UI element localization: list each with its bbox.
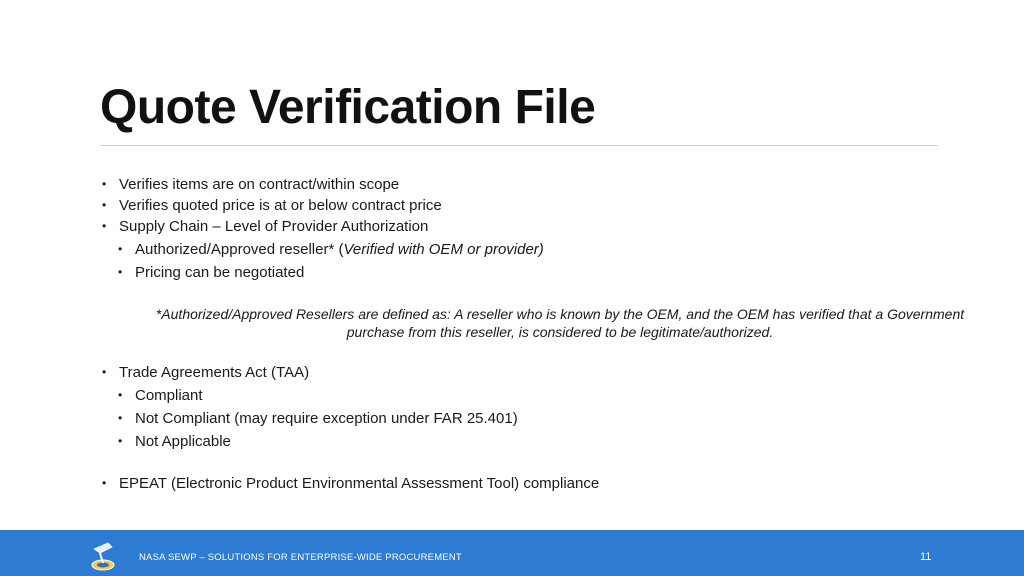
reseller-verified-note: Verified with OEM or provider) xyxy=(343,241,544,258)
page-number: 11 xyxy=(920,551,932,563)
footer-text: NASA SEWP – SOLUTIONS FOR ENTERPRISE-WIDE PROCUREMENT xyxy=(139,552,462,563)
bullet-taa: • Trade Agreements Act (TAA) xyxy=(100,362,1000,383)
slide-title: Quote Verification File xyxy=(100,81,596,134)
slide-content xyxy=(100,174,1000,494)
subbullet-authorized-reseller xyxy=(100,239,1000,260)
bullet-quoted-price: • Verifies quoted price is at or below contract price xyxy=(100,195,1000,216)
reseller-text: Authorized/Approved reseller* ( xyxy=(135,241,344,258)
sewp-logo-icon xyxy=(86,539,120,573)
bullet-supply-chain: • Supply Chain – Level of Provider Authorization xyxy=(100,216,1000,237)
subbullet-taa-compliant: • Compliant xyxy=(100,385,1000,406)
reseller-definition-note: *Authorized/Approved Resellers are defined as: A reseller who is known by the OEM, and the OEM has verified that a Government purchase from this reseller, is considered to be legitimate/authorized. xyxy=(155,306,965,340)
bullet-contract-scope: • Verifies items are on contract/within scope xyxy=(100,174,1000,195)
subbullet-taa-not-compliant: • Not Compliant (may require exception under FAR 25.401) xyxy=(100,408,1000,429)
bullet-epeat: • EPEAT (Electronic Product Environmental Assessment Tool) compliance xyxy=(100,473,1000,494)
title-divider xyxy=(100,145,938,146)
subbullet-pricing-negotiated: • Pricing can be negotiated xyxy=(100,262,1000,283)
subbullet-taa-not-applicable: • Not Applicable xyxy=(100,431,1000,452)
